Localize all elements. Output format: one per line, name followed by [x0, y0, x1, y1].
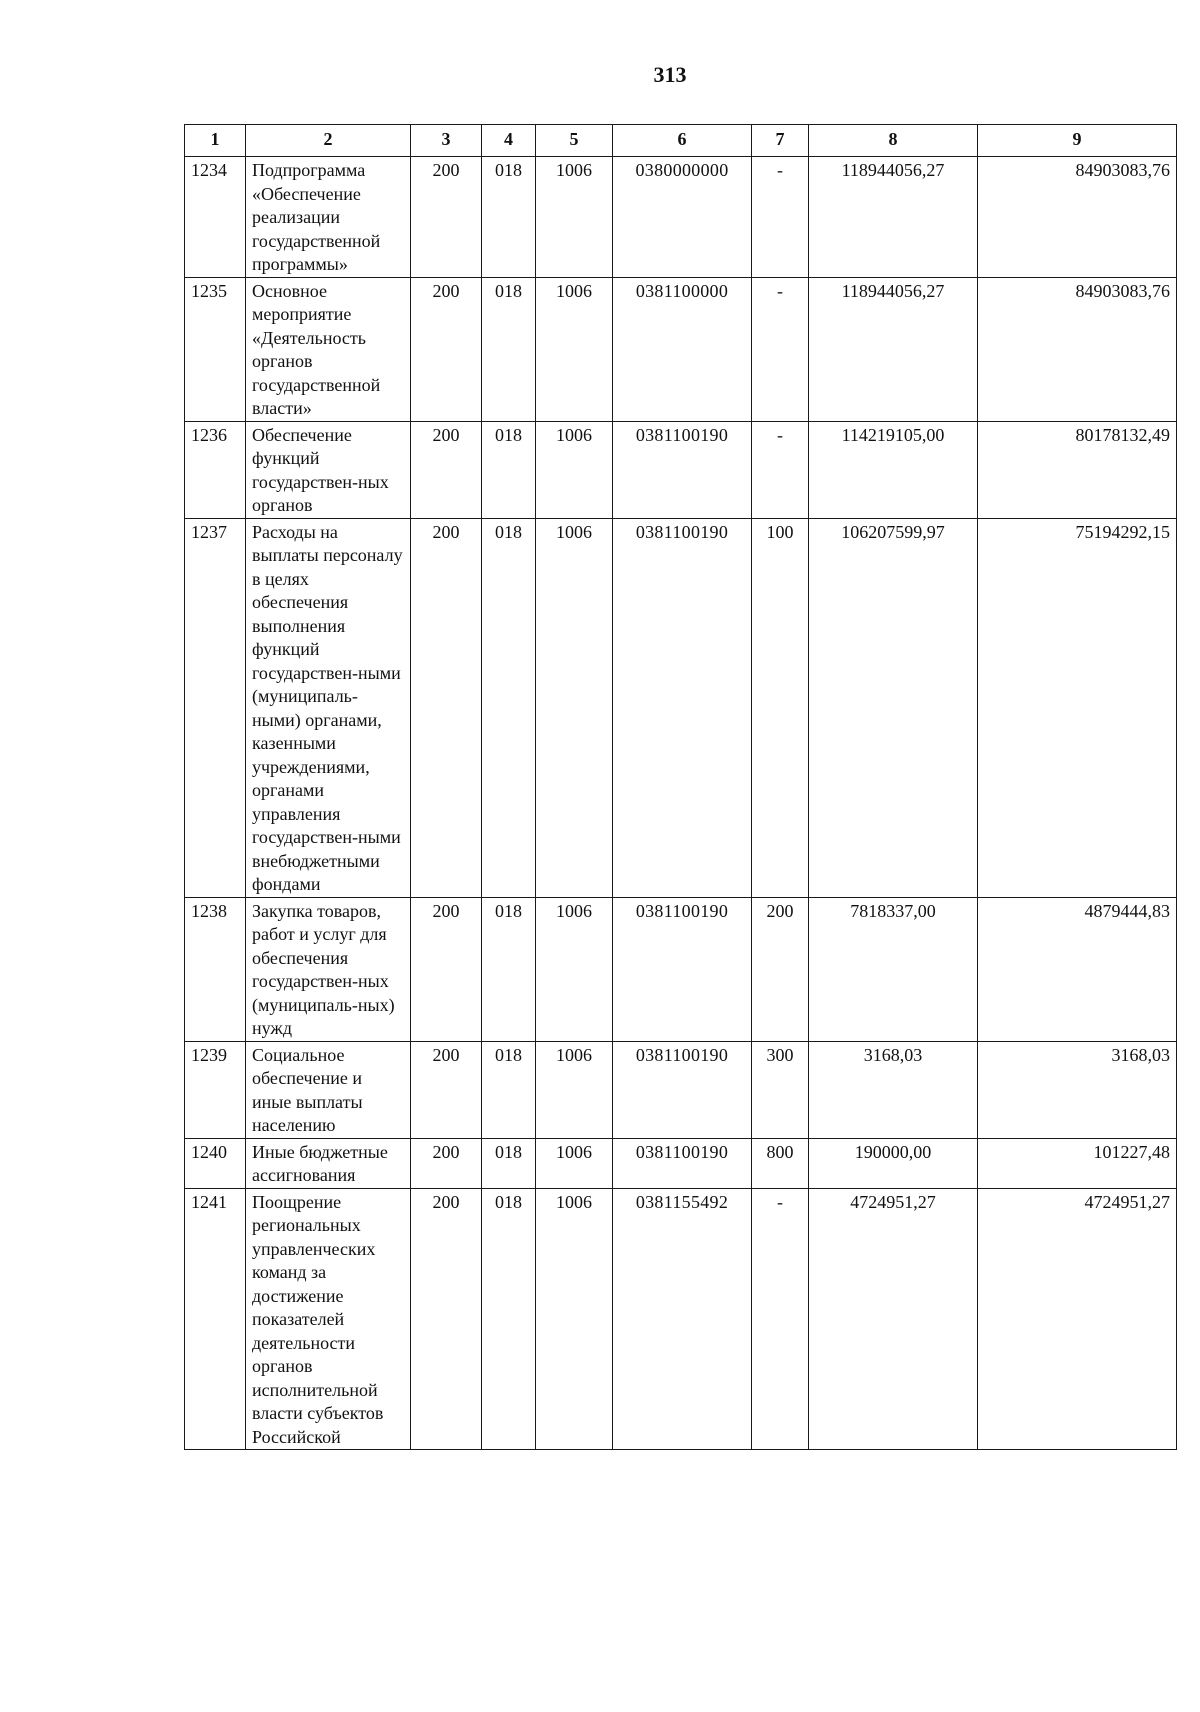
cell-col6: 0381100190 — [613, 1041, 752, 1138]
table-row — [185, 1188, 1177, 1450]
cell-col7: 100 — [752, 518, 809, 897]
cell-col8: 7818337,00 — [809, 897, 978, 1041]
cell-col6: 0381100190 — [613, 421, 752, 518]
column-header: 2 — [246, 125, 411, 157]
cell-col6: 0381100000 — [613, 277, 752, 421]
cell-col4: 018 — [482, 897, 536, 1041]
cell-col4: 018 — [482, 277, 536, 421]
table-row — [185, 897, 1177, 1041]
cell-col8: 4724951,27 — [809, 1188, 978, 1450]
budget-table — [184, 124, 1177, 1450]
table-row — [185, 277, 1177, 421]
cell-col4: 018 — [482, 518, 536, 897]
cell-col4: 018 — [482, 421, 536, 518]
table-row — [185, 518, 1177, 897]
row-description: Социальное обеспечение и иные выплаты населению — [246, 1041, 411, 1138]
row-description: Расходы на выплаты персоналу в целях обеспечения выполнения функций государствен-ными (муниципаль-ными) органами, казенными учреждениями, органами управления государствен-ными внебюджетными фондами — [246, 518, 411, 897]
cell-col3: 200 — [411, 897, 482, 1041]
cell-col5: 1006 — [536, 1041, 613, 1138]
cell-col4: 018 — [482, 1188, 536, 1450]
row-description: Поощрение региональных управленческих команд за достижение показателей деятельности органов исполнительной власти субъектов Российской — [246, 1188, 411, 1450]
cell-col7: 300 — [752, 1041, 809, 1138]
cell-col8: 190000,00 — [809, 1138, 978, 1188]
cell-col5: 1006 — [536, 897, 613, 1041]
table-row — [185, 421, 1177, 518]
cell-col3: 200 — [411, 277, 482, 421]
cell-col8: 106207599,97 — [809, 518, 978, 897]
cell-col4: 018 — [482, 1138, 536, 1188]
cell-col8: 118944056,27 — [809, 157, 978, 278]
row-number: 1235 — [185, 277, 246, 421]
cell-col7: 800 — [752, 1138, 809, 1188]
cell-col5: 1006 — [536, 518, 613, 897]
column-header: 6 — [613, 125, 752, 157]
cell-col5: 1006 — [536, 157, 613, 278]
column-header: 3 — [411, 125, 482, 157]
cell-col6: 0380000000 — [613, 157, 752, 278]
table-row — [185, 1138, 1177, 1188]
column-header: 9 — [978, 125, 1177, 157]
cell-col9: 80178132,49 — [978, 421, 1177, 518]
column-header: 5 — [536, 125, 613, 157]
row-number: 1236 — [185, 421, 246, 518]
row-number: 1238 — [185, 897, 246, 1041]
row-description: Иные бюджетные ассигнования — [246, 1138, 411, 1188]
row-number: 1240 — [185, 1138, 246, 1188]
page-number: 313 — [653, 62, 687, 87]
cell-col3: 200 — [411, 1138, 482, 1188]
cell-col9: 4724951,27 — [978, 1188, 1177, 1450]
cell-col3: 200 — [411, 157, 482, 278]
table-row — [185, 1041, 1177, 1138]
table-row — [185, 157, 1177, 278]
column-header: 7 — [752, 125, 809, 157]
cell-col5: 1006 — [536, 277, 613, 421]
cell-col4: 018 — [482, 157, 536, 278]
column-header: 4 — [482, 125, 536, 157]
cell-col8: 3168,03 — [809, 1041, 978, 1138]
cell-col3: 200 — [411, 421, 482, 518]
cell-col5: 1006 — [536, 421, 613, 518]
cell-col5: 1006 — [536, 1138, 613, 1188]
cell-col7: - — [752, 277, 809, 421]
cell-col6: 0381155492 — [613, 1188, 752, 1450]
cell-col9: 84903083,76 — [978, 277, 1177, 421]
row-number: 1241 — [185, 1188, 246, 1450]
cell-col7: - — [752, 157, 809, 278]
cell-col9: 101227,48 — [978, 1138, 1177, 1188]
cell-col6: 0381100190 — [613, 897, 752, 1041]
cell-col5: 1006 — [536, 1188, 613, 1450]
cell-col9: 84903083,76 — [978, 157, 1177, 278]
cell-col7: - — [752, 421, 809, 518]
cell-col4: 018 — [482, 1041, 536, 1138]
cell-col3: 200 — [411, 518, 482, 897]
row-number: 1237 — [185, 518, 246, 897]
cell-col7: - — [752, 1188, 809, 1450]
cell-col9: 3168,03 — [978, 1041, 1177, 1138]
cell-col3: 200 — [411, 1188, 482, 1450]
cell-col6: 0381100190 — [613, 518, 752, 897]
row-description: Подпрограмма «Обеспечение реализации государственной программы» — [246, 157, 411, 278]
column-header: 1 — [185, 125, 246, 157]
row-description: Основное мероприятие «Деятельность органов государственной власти» — [246, 277, 411, 421]
column-header: 8 — [809, 125, 978, 157]
row-number: 1239 — [185, 1041, 246, 1138]
header-row — [185, 125, 1177, 157]
cell-col9: 4879444,83 — [978, 897, 1177, 1041]
row-description: Обеспечение функций государствен-ных органов — [246, 421, 411, 518]
cell-col7: 200 — [752, 897, 809, 1041]
cell-col8: 114219105,00 — [809, 421, 978, 518]
cell-col8: 118944056,27 — [809, 277, 978, 421]
row-description: Закупка товаров, работ и услуг для обеспечения государствен-ных (муниципаль-ных) нужд — [246, 897, 411, 1041]
cell-col6: 0381100190 — [613, 1138, 752, 1188]
cell-col9: 75194292,15 — [978, 518, 1177, 897]
row-number: 1234 — [185, 157, 246, 278]
cell-col3: 200 — [411, 1041, 482, 1138]
